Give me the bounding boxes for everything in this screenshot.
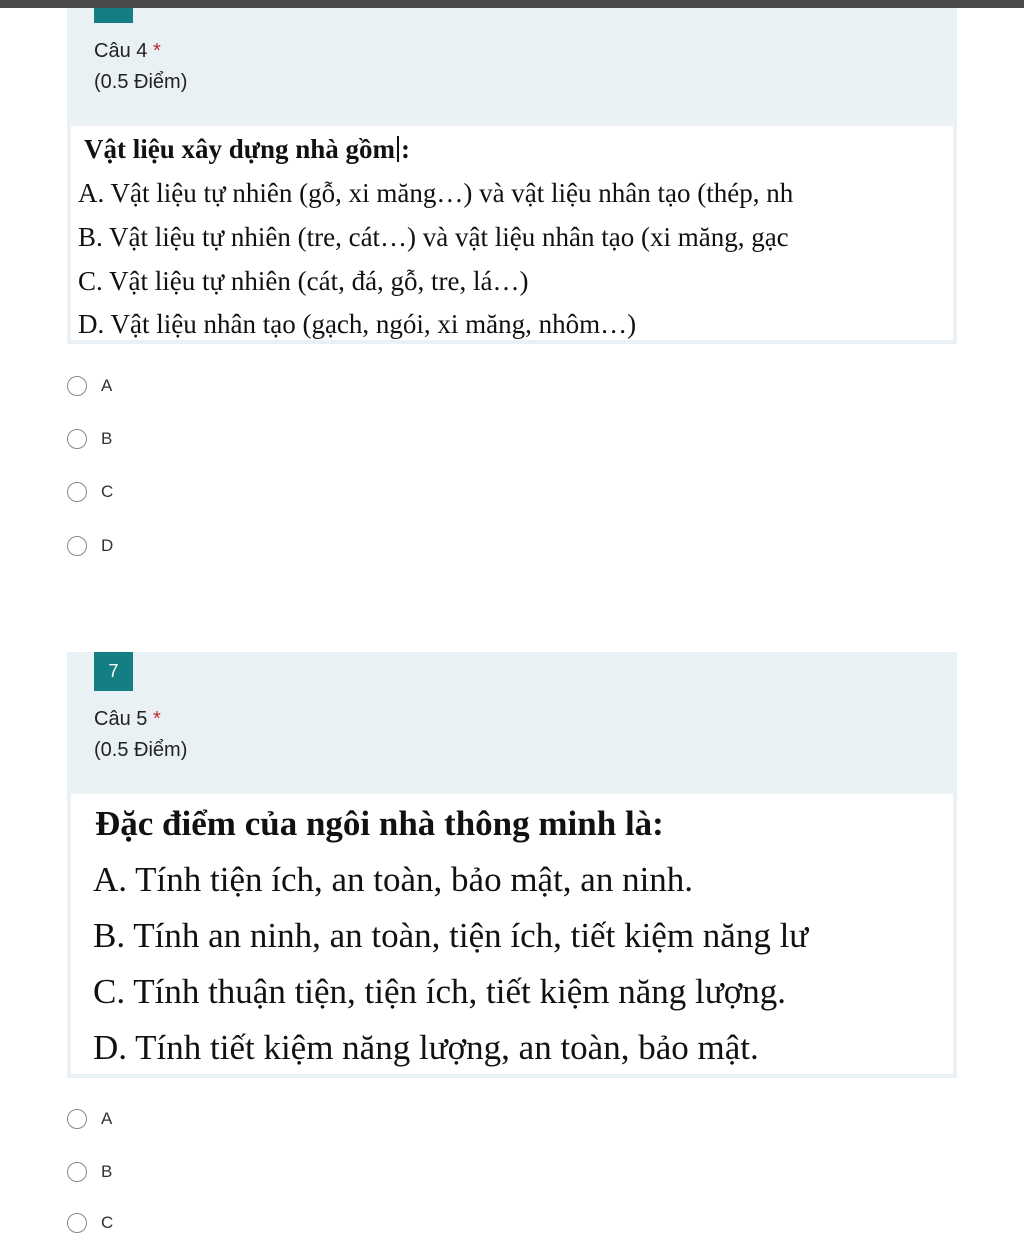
option-c[interactable] (67, 480, 113, 504)
option-a[interactable] (67, 1107, 112, 1131)
option-label: B (101, 1162, 113, 1181)
text-cursor (397, 136, 399, 162)
option-c[interactable] (67, 1211, 113, 1235)
top-bar (0, 0, 1024, 8)
answer-c-text: C. Tính thuận tiện, tiện ích, tiết kiệm năng lượng. (93, 972, 786, 1011)
option-label: C (101, 482, 114, 501)
radio-button[interactable] (67, 1162, 87, 1182)
question-number-badge: 7 (94, 652, 133, 691)
question-5-image (67, 794, 957, 1078)
radio-button[interactable] (67, 482, 87, 502)
required-mark: * (152, 708, 161, 730)
answer-b-text: B. Tính an ninh, an toàn, tiện ích, tiết kiệm năng lư (93, 916, 809, 955)
radio-button[interactable] (67, 1109, 87, 1129)
question-5-header (67, 652, 957, 794)
radio-button[interactable] (67, 429, 87, 449)
answer-b-text: B. Vật liệu tự nhiên (tre, cát…) và vật liệu nhân tạo (xi măng, gạc (78, 222, 789, 252)
option-label: D (101, 536, 114, 555)
question-stem: Đặc điểm của ngôi nhà thông minh là: (95, 804, 664, 843)
question-title (94, 40, 161, 63)
answer-c-text: C. Vật liệu tự nhiên (cát, đá, gỗ, tre, lá…) (78, 266, 529, 296)
question-points: (0.5 Điểm) (94, 71, 188, 93)
question-title-text: Câu 4 (94, 40, 148, 62)
option-label: A (101, 1109, 113, 1128)
question-4-image (67, 126, 957, 344)
question-4-header (67, 8, 957, 126)
question-points: (0.5 Điểm) (94, 739, 188, 761)
answer-d-text: D. Tính tiết kiệm năng lượng, an toàn, bảo mật. (93, 1028, 759, 1067)
option-label: A (101, 376, 113, 395)
option-d[interactable] (67, 534, 113, 558)
question-title (94, 708, 161, 731)
question-number-badge (94, 8, 133, 23)
option-a[interactable] (67, 374, 112, 398)
required-mark: * (152, 40, 161, 62)
answer-d-text: D. Vật liệu nhân tạo (gạch, ngói, xi măng, nhôm…) (78, 309, 637, 339)
answer-a-text: A. Tính tiện ích, an toàn, bảo mật, an ninh. (93, 860, 694, 899)
option-b[interactable] (67, 427, 112, 451)
option-b[interactable] (67, 1160, 112, 1184)
radio-button[interactable] (67, 536, 87, 556)
question-stem: Vật liệu xây dựng nhà gồm : (84, 134, 411, 164)
answer-a-text: A. Vật liệu tự nhiên (gỗ, xi măng…) và vật liệu nhân tạo (thép, nh (78, 178, 794, 208)
question-title-text: Câu 5 (94, 708, 148, 730)
radio-button[interactable] (67, 1213, 87, 1233)
option-label: B (101, 429, 113, 448)
radio-button[interactable] (67, 376, 87, 396)
option-label: C (101, 1213, 114, 1232)
